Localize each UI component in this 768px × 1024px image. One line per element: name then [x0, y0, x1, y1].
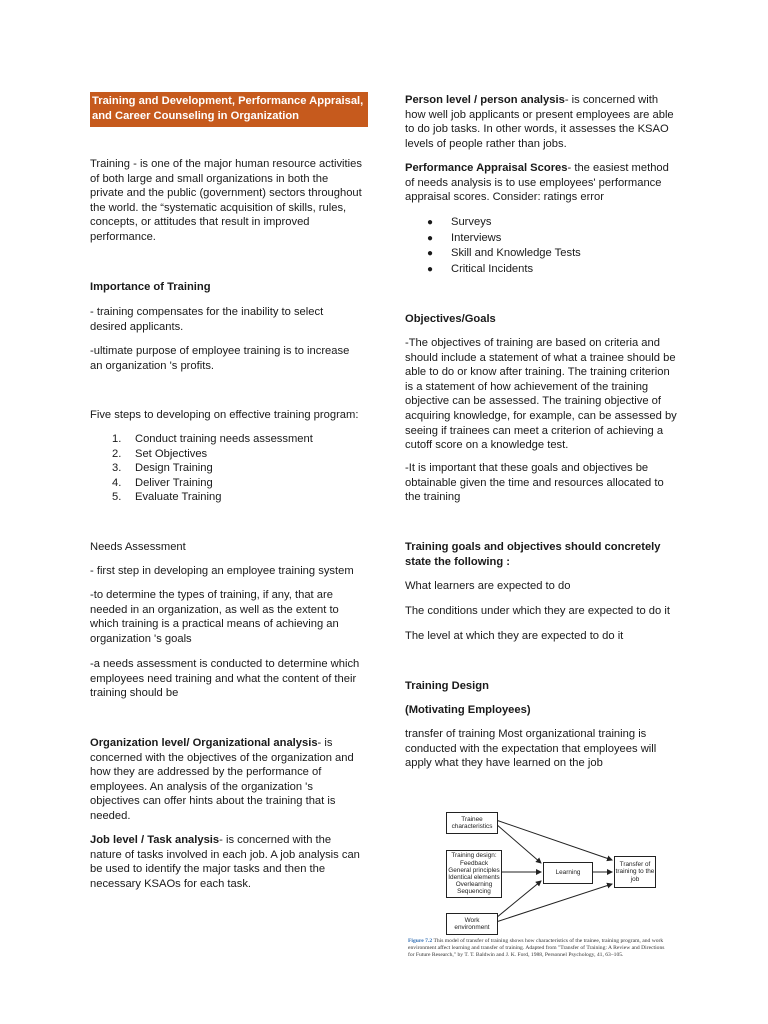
importance-point-2: -ultimate purpose of employee training is to increase an organization 's profits.: [90, 345, 350, 372]
transfer-of-training-figure: [408, 810, 678, 990]
list-item: 5. Evaluate Training: [112, 491, 222, 504]
job-term: Job level / Task analysis: [90, 834, 220, 846]
trainee-characteristics-box: Trainee characteristics: [446, 812, 498, 834]
list-item: ● Surveys: [405, 215, 677, 231]
training-design-box: Training design: Feedback General principles Identical elements Overlearning Sequencing: [446, 850, 502, 898]
assessment-methods-list: [405, 215, 677, 277]
list-item: ● Interviews: [405, 231, 677, 247]
person-term: Person level / person analysis: [405, 94, 565, 106]
objectives-heading: Objectives/Goals: [405, 313, 496, 325]
list-item: 1. Conduct training needs assessment: [112, 433, 313, 445]
needs-point-3: -a needs assessment is conducted to determine which employees need training and what the content of their training should be: [90, 658, 360, 700]
objectives-point-1: -The objectives of training are based on criteria and should include a statement of what a trainee should be able to do or know after training. The training criterion is a statement of how achievement of the training objective can be assessed. The training objective of acquiring knowledge, for example, can be assessed by seeing if trainees can meet a criterion of achieving a cutoff score on a knowledge test.: [405, 337, 677, 452]
goals-item-1: What learners are expected to do: [405, 580, 571, 592]
importance-point-1: - training compensates for the inability to select desired applicants.: [90, 306, 324, 333]
person-text: - is concerned with how well job applicants or present employees are able to do job tasks. In other words, it assesses the KSAO levels of people rather than jobs.: [405, 94, 674, 150]
figure-caption: [408, 938, 670, 960]
work-environment-box: Work environment: [446, 913, 498, 935]
list-item: 4. Deliver Training: [112, 476, 213, 489]
list-item: ● Critical Incidents: [405, 262, 677, 278]
perf-text: - the easiest method of needs analysis is to use employees' performance appraisal scores. Consider: ratings error: [405, 162, 669, 204]
arrow-work-learning: [496, 881, 541, 918]
design-heading: Training Design: [405, 680, 489, 692]
list-item: 3. Design Training: [112, 462, 213, 475]
list-item: 2. Set Objectives: [112, 447, 208, 460]
bullet-icon: ●: [427, 263, 434, 275]
job-analysis: [90, 833, 362, 891]
org-term: Organization level/ Organizational analysis: [90, 737, 318, 749]
objectives-point-2: -It is important that these goals and objectives be obtainable given the time and resources allocated to the training: [405, 462, 664, 504]
transfer-box: Transfer of training to the job: [614, 856, 656, 888]
goals-heading: Training goals and objectives should concretely state the following :: [405, 541, 661, 568]
org-analysis: [90, 736, 362, 824]
arrow-trainee-transfer: [496, 820, 612, 860]
bullet-icon: ●: [427, 217, 434, 228]
perf-term: Performance Appraisal Scores: [405, 162, 568, 174]
steps-list: [90, 432, 362, 505]
importance-heading: Importance of Training: [90, 281, 211, 293]
training-definition: Training - is one of the major human resource activities of both large and small organizations in both the private and the public (government) sectors throughout the world. the “systematic acquisition of skills, rules, concepts, or attitudes that result in improved performance.: [90, 158, 362, 243]
arrow-work-transfer: [496, 884, 612, 922]
figure-label: Figure 7.2: [408, 938, 433, 944]
needs-point-1: - first step in developing an employee training system: [90, 565, 354, 577]
steps-intro: Five steps to developing on effective training program:: [90, 409, 359, 421]
list-item: ● Skill and Knowledge Tests: [405, 246, 677, 262]
design-text: transfer of training Most organizational training is conducted with the expectation that employees will apply what they have learned on the job: [405, 728, 657, 770]
bullet-icon: ●: [427, 232, 434, 244]
needs-point-2: -to determine the types of training, if any, that are needed in an organization, as well as the extent to which training is a practical means of achieving an organization 's goals: [90, 589, 339, 645]
needs-heading: Needs Assessment: [90, 541, 186, 553]
goals-item-2: The conditions under which they are expected to do it: [405, 605, 670, 617]
goals-item-3: The level at which they are expected to do it: [405, 630, 624, 642]
arrow-trainee-learning: [496, 824, 541, 863]
design-subheading: (Motivating Employees): [405, 704, 531, 716]
org-text: - is concerned with the objectives of the organization and how they are addressed by the performance of employees. An analysis of the organization 's objectives can offer hints about the training that is needed.: [90, 737, 354, 822]
section-banner: Training and Development, Performance Appraisal, and Career Counseling in Organization: [90, 92, 368, 127]
performance-appraisal: [405, 161, 677, 205]
figure-caption-text: This model of transfer of training shows how characteristics of the trainee, training program, and work environment affect learning and transfer of training. Adapted from "Transfer of Training: A Review and Directions for Future Research," by T. T. Baldwin and J. K. Ford, 1988, Personnel Psychology, 41, 63–105.: [408, 938, 665, 959]
bullet-icon: ●: [427, 248, 434, 259]
person-analysis: [405, 93, 677, 151]
job-text: - is concerned with the nature of tasks involved in each job. A job analysis can be used to identify the major tasks and then the necessary KSAOs for each task.: [90, 834, 360, 890]
learning-box: Learning: [543, 862, 593, 884]
